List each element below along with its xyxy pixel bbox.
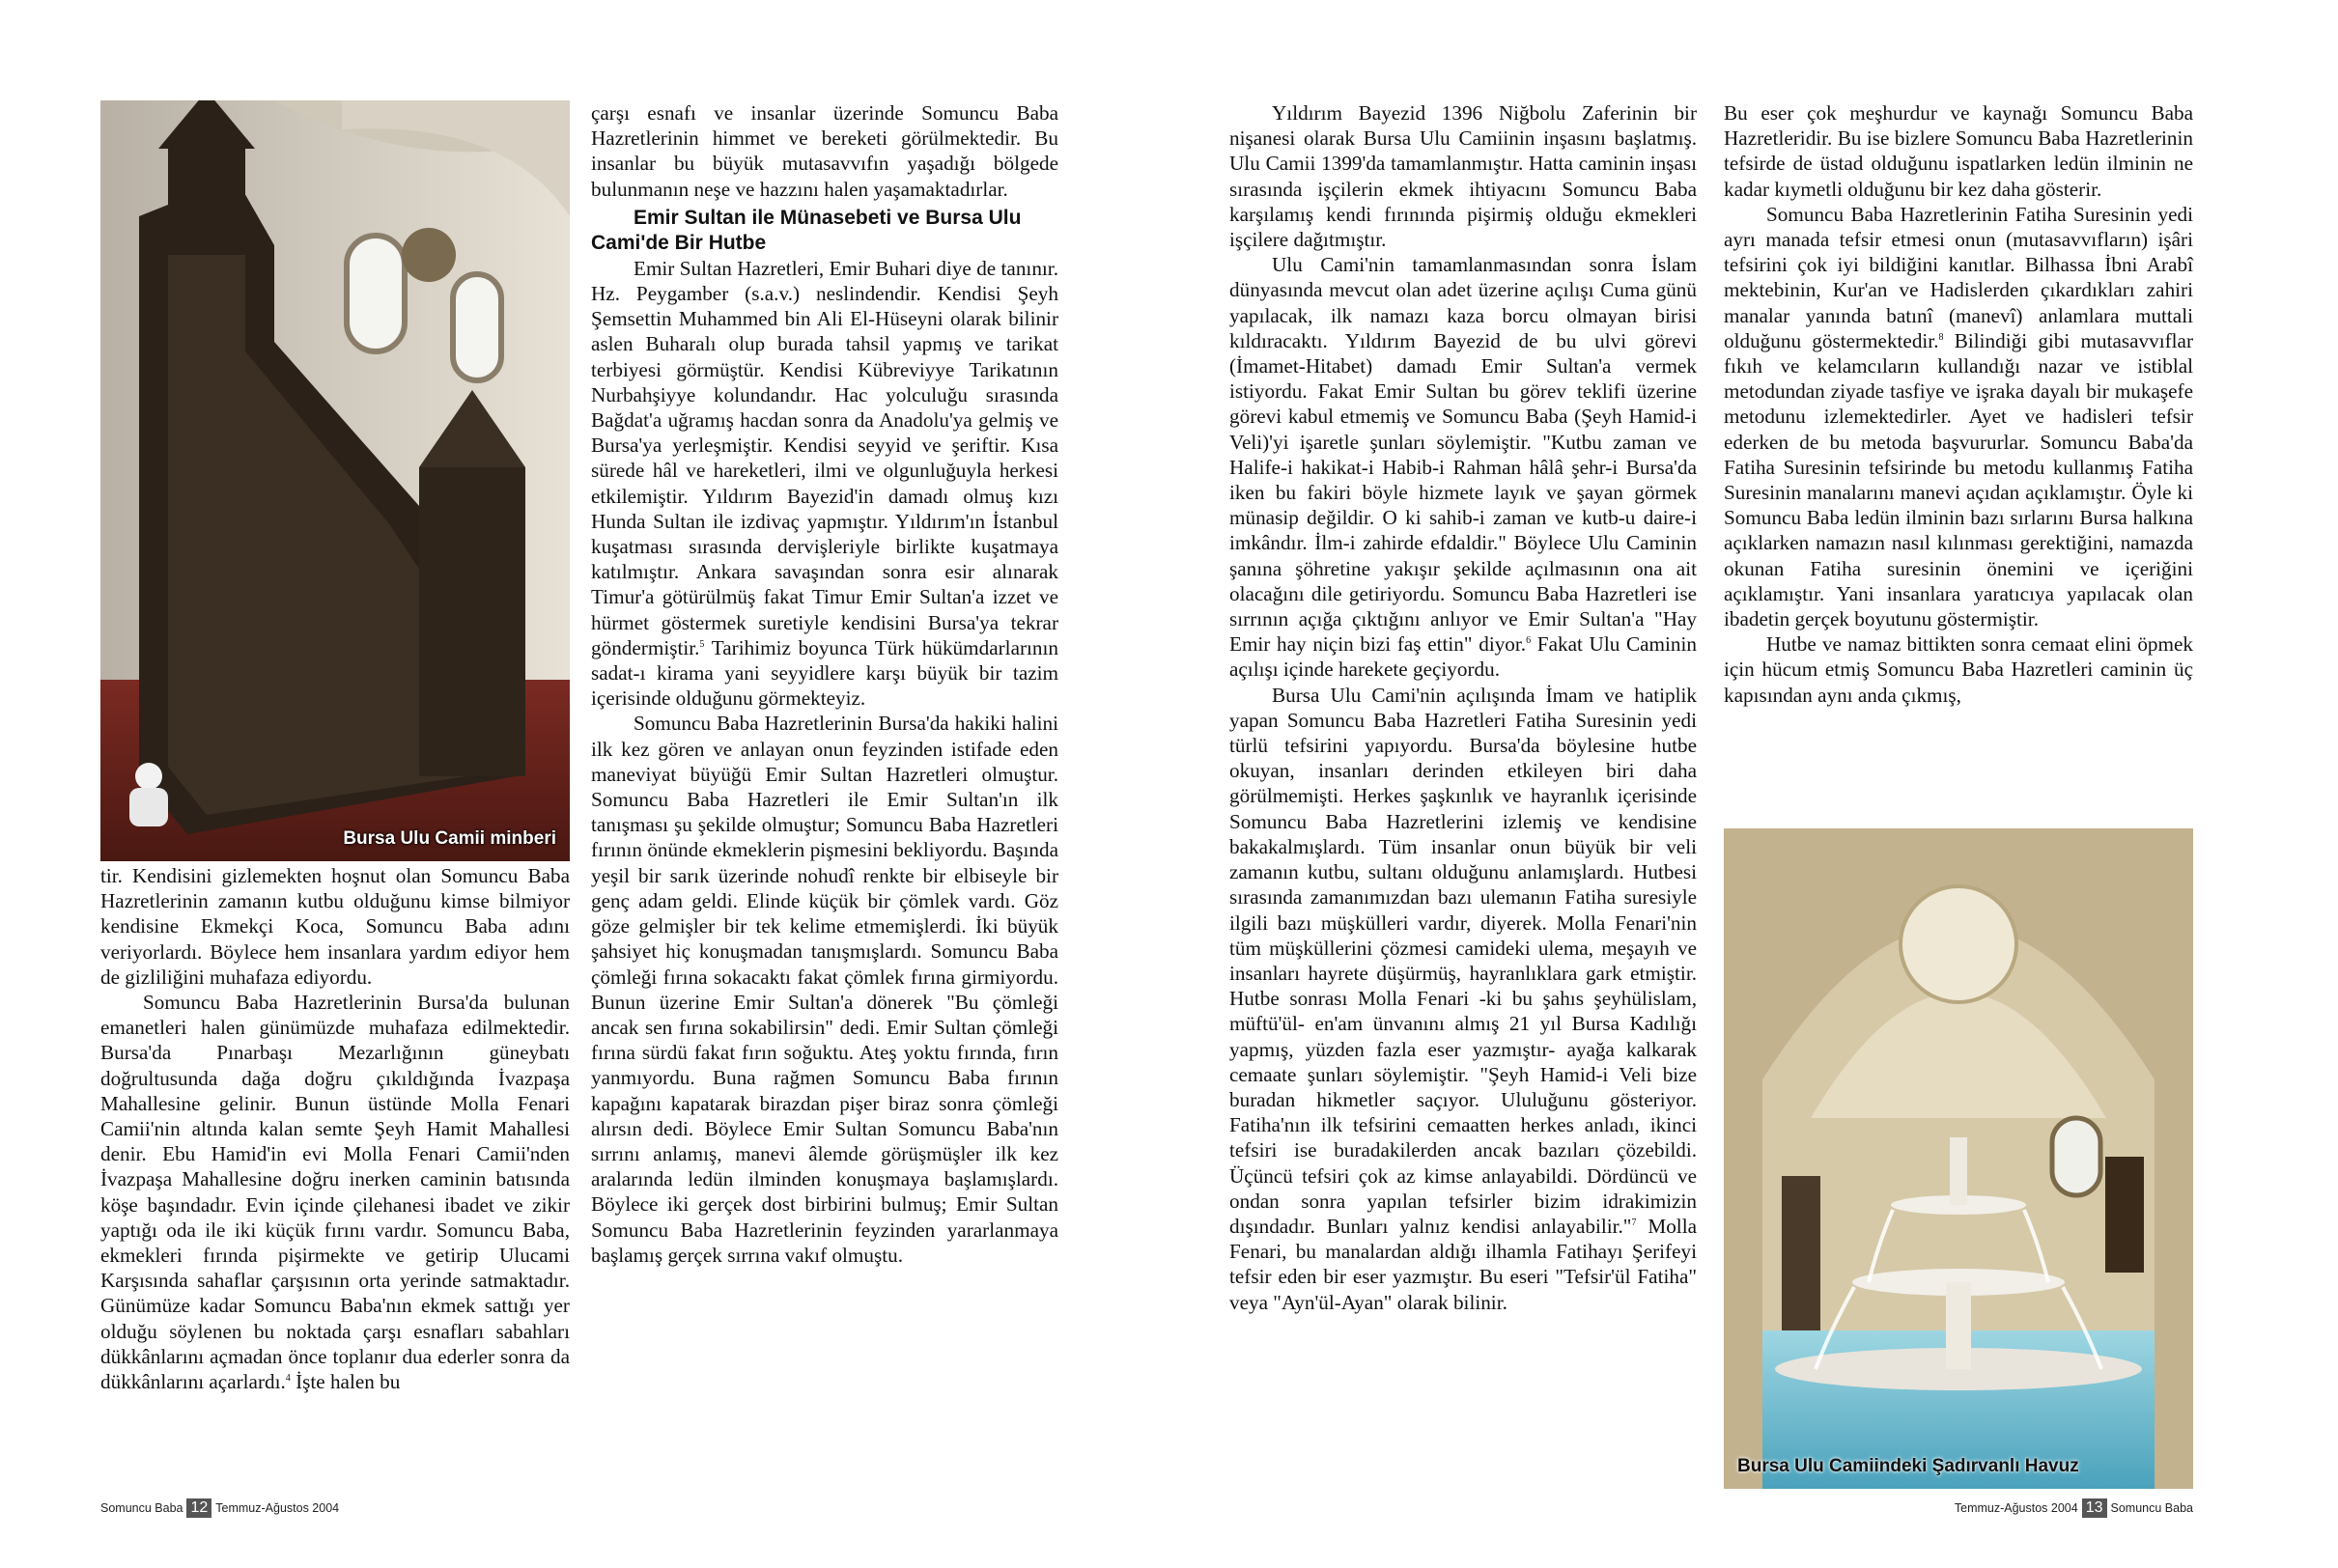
page-number: 13 (2082, 1498, 2107, 1518)
issue-date: Temmuz-Ağustos 2004 (1954, 1501, 2078, 1515)
paragraph: Somuncu Baba Hazretlerinin Bursa'da bulunan emanetleri halen günümüzde muhafaza edilmektedir. Bursa'da Pınarbaşı Mezarlığının güneybatı doğrultusunda dağa doğru çıkıldığında İvazpaşa Mahallesine gelinir. Bunun üstünde Molla Fenari Camii'nin altında kalan semte Şeyh Hamit Mahallesi denir. Ebu Hamid'in evi Molla Fenari Camii'nden İvazpaşa Mahallesine doğru inerken caminin batısında köşe başındadır. Evin içinde çilehanesi ibadet ve zikir yaptığı oda ile iki küçük fırını vardır. Somuncu Baba, ekmekleri fırında pişirmekte ve getirip Ulucami Karşısında sahaflar çarşısının orta yerinde satmaktadır. Günümüze kadar Somuncu Baba'nın ekmek sattığı yer olduğu söylenen bu noktada çarşı esnafları sabahları dükkânlarını açmadan önce toplanır dua ederler sonra da dükkânlarını açarlardı.$^4$ İşte halen bu (100, 991, 570, 1394)
column-4 (1724, 100, 2193, 708)
section-heading: Emir Sultan ile Münasebeti ve Bursa Ulu Cami'de Bir Hutbe (591, 206, 1022, 254)
paragraph: Hutbe ve namaz bittikten sonra cemaat elini öpmek için hücum etmiş Somuncu Baba Hazretleri caminin üç kapısından aynı anda çıkmış, (1724, 632, 2193, 707)
paragraph: Emir Sultan Hazretleri, Emir Buhari diye de tanınır. Hz. Peygamber (s.a.v.) neslindendir. Kendisi Şeyh Şemsettin Muhammed bin Ali El-Hüseyni olarak bilinir aslen Buharalı olup burada tahsil yapmış ve tarikat terbiyesi görmüştür. Kendisi Kübreviyye Tarikatının Nurbahşiyye kolundandır. Hac yolculuğu sırasında Bağdat'a uğramış hacdan sonra da Anadolu'ya gelmiş ve Bursa'ya yerleşmiştir. Kendisi seyyid ve şeriftir. Kısa sürede hâl ve hareketleri, ilmi ve olgunluğuyla herkesi etkilemiştir. Yıldırım Bayezid'in damadı olmuş kızı Hunda Sultan ile izdivaç yapmıştır. Yıldırım'ın İstanbul kuşatması sırasında dervişleriyle birlikte kuşatmaya katılmıştır. Ankara savaşından sonra esir alınarak Timur'a götürülmüş fakat Timur Emir Sultan'a izzet ve hürmet göstermek suretiyle kendisini Bursa'ya tekrar göndermiştir.$^5$ Tarihimiz boyunca Türk hükümdarlarının sadat-ı kirama yani seyyidlere karşı büyük bir tazim içerisinde olduğunu görmekteyiz. (591, 256, 1058, 711)
magazine-name: Somuncu Baba (100, 1501, 183, 1515)
page-number: 12 (186, 1498, 211, 1518)
paragraph: çarşı esnafı ve insanlar üzerinde Somuncu Baba Hazretlerinin himmet ve bereketi görülmektedir. Bu insanlar bu büyük mutasavvıfın yaşadığı bölgede bulunmanın neşe ve hazzını halen yaşamaktadırlar. (591, 101, 1058, 201)
paragraph: Somuncu Baba Hazretlerinin Fatiha Suresinin yedi ayrı manada tefsir etmesi onun (mutasavvıfların) işâri tefsirini çok iyi bildiğini kanıtlar. Bilhassa İbni Arabî mektebinin, Kur'an ve Hadislerden çıkardıkları zahiri manalar yanında batınî (manevî) anlamlara muttali olduğunu göstermektedir.$^8$ Bilindiği gibi mutasavvıflar fıkıh ve kelamcıların kullandığı nazar ve istiblal metodundan ziyade tasfiye ve işraka dayalı bir mukaşefe metodunu izlemektedirler. Ayet ve hadisleri tefsir ederken de bu metoda başvururlar. Somuncu Baba'da Fatiha Suresinin tefsirinde bu metodu kullanmış Fatiha Suresinin manalarını manevi açıdan açıklamıştır. Öyle ki Somuncu Baba ledün ilminin bazı sırlarını Bursa halkına açıklarken namazın nasıl kılınması gerektiğini, namazda okunan Fatiha suresinin önemini ve içeriğini açıklamıştır. Yani insanlara yaratıcıya yapılacak olan ibadetin gerçek boyutunu göstermiştir. (1724, 202, 2193, 631)
photo-caption: Bursa Ulu Camiindeki Şadırvanlı Havuz (1737, 1456, 2079, 1476)
minbar-photo (100, 100, 570, 861)
photo-caption: Bursa Ulu Camii minberi (343, 828, 556, 849)
paragraph: Bu eser çok meşhurdur ve kaynağı Somuncu Baba Hazretleridir. Bu ise bizlere Somuncu Baba Hazretlerinin tefsirde de üstad olduğunu ispatlarken ledün ilminin ne kadar kıymetli olduğunu bir kez daha gösterir. (1724, 101, 2193, 201)
paragraph: Bursa Ulu Cami'nin açılışında İmam ve hatiplik yapan Somuncu Baba Hazretleri Fatiha Suresinin yedi türlü tefsirini yapıyordu. Bursa'da böylesine hutbe okuyan, insanları derinden etkileyen biri daha görülmemişti. Herkes şaşkınlık ve hayranlık içerisinde Somuncu Baba Hazretlerini izlemiş ve kendisine bakakalmışlardı. Tüm insanlar onun büyük bir veli zamanın kutbu, sultanı olduğunu anlamışlardı. Hutbesi sırasında zamanımızdan bazı ulemanın Fatiha suresiyle ilgili bazı müşkülleri vardır, diyerek. Molla Fenari'nin tüm müşküllerini çözmesi camideki ulema, meşayıh ve insanları hayrete düşürmüş, hayranlıklara gark etmiştir. Hutbe sonrası Molla Fenari -ki bu şahıs şeyhülislam, müftü'ül- en'am ünvanını almış 21 yıl Bursa Kadılığı yapmış, yüzden fazla eser yazmıştır- ayağa kalkarak cemaate şunları söylemiştir. "Şeyh Hamid-i Veli bize buradan hikmetler saçıyor. Ululuğunu gösteriyor. Fatiha'nın ilk tefsirini cemaatten herkes anladı, ikinci tefsiri ise buradakilerden ancak bazıları çözebildi. Üçüncü tefsiri çok az kimse anlayabildi. Dördüncü ve ondan sonra yapılan tefsirler bizim idrakimizin dışındadır. Bunları yalnız kendisi anlayabilir."$^7$ Molla Fenari, bu manalardan aldığı ilhamla Fatihayı Şerifeyi tefsir eden bir eser yazmıştır. Bu eseri "Tefsir'ül Fatiha" veya "Ayn'ül-Ayan" olarak bilinir. (1229, 683, 1697, 1314)
fountain-photo (1724, 828, 2193, 1489)
page-footer-right (1955, 1498, 2193, 1518)
issue-date: Temmuz-Ağustos 2004 (215, 1501, 340, 1515)
column-2 (591, 100, 1058, 1268)
magazine-name: Somuncu Baba (2110, 1501, 2193, 1515)
column-3 (1229, 100, 1697, 1315)
page-footer-left (100, 1498, 339, 1518)
paragraph: Somuncu Baba Hazretlerinin Bursa'da hakiki halini ilk kez gören ve anlayan onun feyzinden istifade eden maneviyat büyüğü Emir Sultan Hazretleri olmuştur. Somuncu Baba Hazretleri ile Emir Sultan'ın ilk tanışması şu şekilde olmuştur; Somuncu Baba Hazretleri fırının önünde ekmeklerin pişmesini bekliyordu. Başında yeşil bir sarık üzerinde nohudî renkte bir elbiseyle bir genç adam geldi. Elinde küçük bir çömlek vardı. Göz göze gelmişler bir tek kelime etmemişlerdi. İki büyük şahsiyet hiç konuşmadan tanışmışlardı. Somuncu Baba çömleği fırına sokacaktı fakat çömlek fırına girmiyordu. Bunun üzerine Emir Sultan'a dönerek "Bu çömleği ancak sen fırına sokabilirsin" dedi. Emir Sultan çömleği fırına sürdü fakat fırın soğuktu. Ateş yoktu fırında, fırın yanmıyordu. Buna rağmen Somuncu Baba fırının kapağını kapatarak birazdan pişer biraz sonra çömleği alırsın dedi. Böylece Emir Sultan Somuncu Baba'nın sırrını anlamış, manevi âlemde görüşmüşler ilk kez aralarında ledün ilminden konuşmaya başlamışlardı. Böylece iki gerçek dost birbirini bulmuş; Emir Sultan Somuncu Baba Hazretlerinin feyzinden yararlanmaya başlamış gerçek sırrına vakıf olmuştu. (591, 712, 1058, 1267)
minbar-illustration (100, 100, 570, 861)
paragraph: Ulu Cami'nin tamamlanmasından sonra İslam dünyasında mevcut olan adet üzerine açılışı Cuma günü yapılacak, ilk namazı kaza borcu olmayan birisi kıldıracaktı. Yıldırım Bayezid de bu ulvi görevi (İmamet-Hitabet) damadı Emir Sultan'a vermek istiyordu. Fakat Emir Sultan bu görev teklifi üzerine görevi kabul etmemiş ve Somuncu Baba (Şeyh Hamid-i Veli)'yi işaretle şunları söylemiştir. "Kutbu zaman ve Halife-i hakikat-i Habib-i Rahman hâlâ şehr-i Bursa'da iken bu fakiri böyle hizmete layık ve şayan görmek münasip değildir. O ki sahib-i zaman ve kutb-u daire-i imkândır. İlm-i zahirde efdaldir." Böylece Ulu Caminin şanına şöhretine yakışır şekilde açılmasının ona ait olacağını dile getiriyordu. Somuncu Baba Hazretleri ise sırrının açığa çıktığını anlıyor ve Emir Sultan'a "Hay Emir hay niçin bizi faş ettin" diyor.$^6$ Fakat Ulu Caminin açılışı içinde harekete geçiyordu. (1229, 253, 1697, 682)
fountain-illustration (1724, 828, 2193, 1489)
column-1 (100, 863, 570, 1394)
paragraph: Yıldırım Bayezid 1396 Niğbolu Zaferinin bir nişanesi olarak Bursa Ulu Camiinin inşasını başlatmış. Ulu Camii 1399'da tamamlanmıştır. Hatta caminin inşası sırasında işçilerin ekmek ihtiyacını Somuncu Baba karşılamış kendi fırınında pişirmiş olduğu ekmekleri işçilere dağıtmıştır. (1229, 101, 1697, 252)
paragraph: tir. Kendisini gizlemekten hoşnut olan Somuncu Baba Hazretlerinin zamanın kutbu olduğunu kimse bilmiyor kendisine Ekmekçi Koca, Somuncu Baba adını veriyorlardı. Böylece hem insanlara yardım ediyor hem de gizliliğini muhafaza ediyordu. (100, 864, 570, 989)
